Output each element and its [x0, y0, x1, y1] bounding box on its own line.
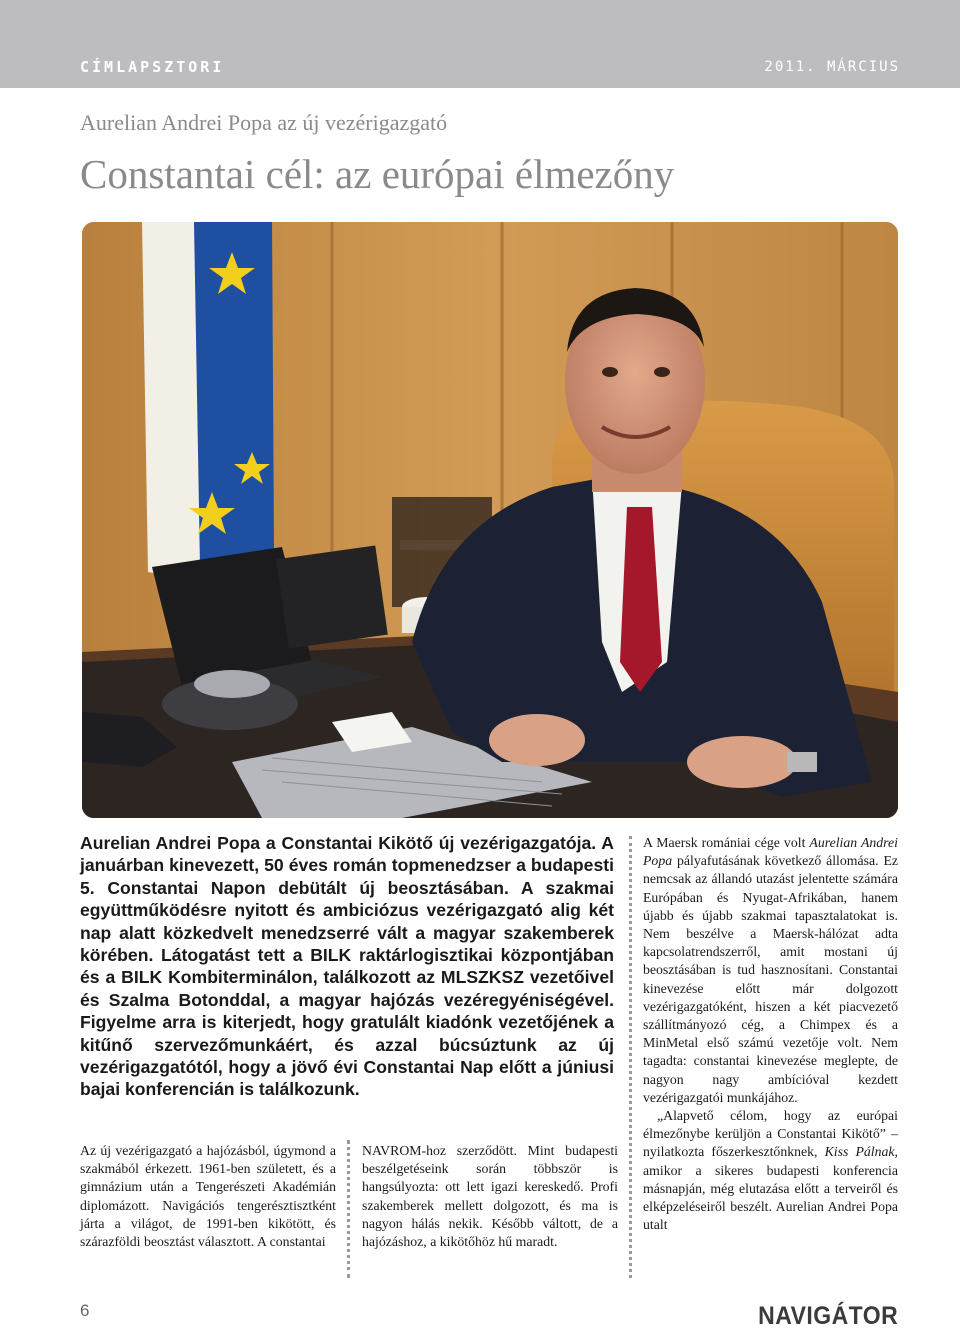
body-column-1 [80, 1142, 336, 1251]
mouse [194, 670, 270, 698]
column-divider [347, 1140, 350, 1278]
wristwatch [787, 752, 817, 772]
body-column-2 [362, 1142, 618, 1251]
section-header-bar [0, 0, 960, 88]
paragraph [643, 834, 898, 1107]
left-hand [489, 714, 585, 766]
monitor [276, 545, 388, 648]
article-title: Constantai cél: az európai élmezőny [80, 151, 675, 197]
text-run: , amikor a sikeres budapesti konferencia másnapján, még elutazása előtt a terveiről és elképzeléseiről beszélt. Aurelian Andrei Popa utalt [643, 1144, 898, 1233]
paragraph [643, 1107, 898, 1234]
paragraph: Az új vezérigazgató a hajózásból, úgymond a szakmából érkezett. 1961-ben született, és a gimnázium után a Tengerészeti Akadémián diplomázott. Navigációs tengerésztisztként járta a világot, de 1991-ben kikötött, és szárazföldi beosztást választott. A constantai [80, 1143, 336, 1250]
text-run: „Alapvető célom, hogy az európai élmezőnybe kerüljön a Constantai Kikötő” – nyilatkozta főszerkesztőnknek, [643, 1108, 898, 1160]
column-divider [629, 836, 632, 1278]
left-eye [602, 367, 618, 377]
portrait-illustration [82, 222, 898, 818]
magazine-logo: NAVIGÁTOR [757, 1302, 898, 1330]
page-number: 6 [80, 1301, 90, 1320]
right-hand [687, 736, 797, 788]
body-column-3 [643, 834, 898, 1234]
person-name: Kiss Pálnak [824, 1144, 895, 1160]
right-eye [654, 367, 670, 377]
paragraph: NAVROM-hoz szerződött. Mint budapesti beszélgetéseink során többször is hangsúlyozta: ott lett igazi kereskedő. Profi szakemberek mellett dolgozott, és ma is nagyon hálás nekik. Később váltott, de a hajózáshoz, a kikötőhöz hű maradt. [362, 1143, 618, 1250]
portrait-photo [82, 222, 898, 818]
section-label: CÍMLAPSZTORI [80, 58, 225, 76]
text-run: pályafutásának következő állomása. Ez nemcsak az állandó utazást jelentette számára Európában és Nyugat-Afrikában, hanem újabb és újabb szakmai tapasztalatokat is. Nem beszélve a Maersk-hálózat adta kapcsolatrendszerről, amit mostani új beosztásában is tud hasznosítani. Constantai kinevezése előtt már dolgozott vezérigazgatóként, hiszen a két piacvezető szállítmányozó cég, a Chimpex és a MinMetal első számú vezetője volt. Nem tagadta: constantai kinevezése meglepte, de nagyon nagy ambícióval kezdett vezérigazgatói munkájához. [643, 853, 898, 1105]
person-name: Aurelian Andrei Popa [643, 835, 898, 869]
article-lead: Aurelian Andrei Popa a Constantai Kikötő új vezérigazgatója. A januárban kinevezett, 50 éves román topmenedzser a budapesti 5. Constantai Napon debütált új beosztásában. A szakmai együttműködésre nyitott és ambiciózus vezérigazgató alig két nap alatt közkedvelt menedzserré vált a magyar szakemberek körében. Látogatást tett a BILK raktárlogisztikai központjában és a BILK Kombiterminálon, találkozott az MLSZKSZ vezetőivel és Szalma Botonddal, a magyar hajózás vezéregyéniségével. Figyelme arra is kiterjedt, hogy gratulált kiadónk vezetőjének a kitűnő szervezőmunkáért, és azzal búcsúztunk az új vezérigazgatótól, hogy a jövő évi Constantai Nap előtt a júniusi bajai konferencián is találkozunk. [80, 833, 614, 1100]
issue-date: 2011. MÁRCIUS [764, 59, 900, 75]
text-run: A Maersk romániai cége volt [643, 835, 810, 850]
article-subtitle: Aurelian Andrei Popa az új vezérigazgató [80, 110, 448, 135]
